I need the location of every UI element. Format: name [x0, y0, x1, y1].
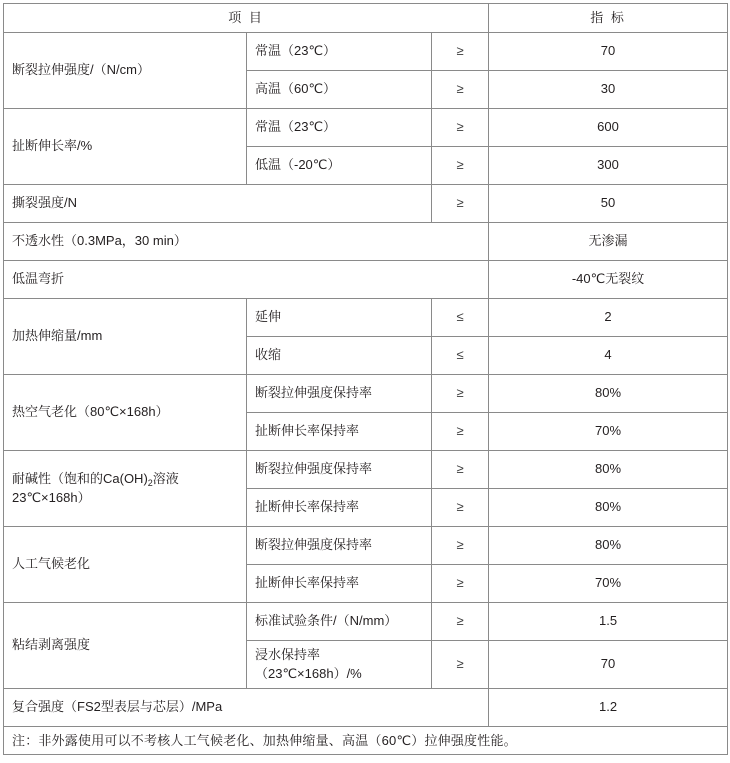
row-item-alkali-resistance: [4, 450, 247, 526]
row-symbol: ≥: [432, 374, 489, 412]
row-symbol: ≥: [432, 526, 489, 564]
row-sub-tensile-retention: 断裂拉伸强度保持率: [247, 374, 432, 412]
row-symbol: ≤: [432, 298, 489, 336]
alkali-subscript: 2: [147, 477, 153, 488]
row-value: 300: [489, 146, 728, 184]
row-value: 1.5: [489, 602, 728, 640]
row-value: 4: [489, 336, 728, 374]
row-value: 30: [489, 70, 728, 108]
row-symbol: ≥: [432, 184, 489, 222]
row-value: 70%: [489, 564, 728, 602]
row-sub-tensile-retention: 断裂拉伸强度保持率: [247, 450, 432, 488]
table-note-row: [4, 726, 728, 755]
row-symbol: ≥: [432, 146, 489, 184]
row-sub-shrinkage: 收缩: [247, 336, 432, 374]
row-value: 1.2: [489, 688, 728, 726]
row-value: 2: [489, 298, 728, 336]
row-sub-low-temp: 低温（-20℃）: [247, 146, 432, 184]
table-row: [4, 374, 728, 412]
row-value: 无渗漏: [489, 222, 728, 260]
table-row: [4, 108, 728, 146]
row-item-tensile-strength: 断裂拉伸强度/（N/cm）: [4, 32, 247, 108]
row-item-peel-strength: 粘结剥离强度: [4, 602, 247, 688]
row-sub-high-temp: 高温（60℃）: [247, 70, 432, 108]
specification-table: [3, 3, 728, 755]
row-sub-elongation-retention: 扯断伸长率保持率: [247, 488, 432, 526]
table-row: [4, 32, 728, 70]
header-item: 项 目: [4, 4, 489, 33]
row-symbol: ≥: [432, 488, 489, 526]
row-sub-extension: 延伸: [247, 298, 432, 336]
row-item-low-temp-bending: 低温弯折: [4, 260, 489, 298]
row-value: 70%: [489, 412, 728, 450]
row-value: 70: [489, 640, 728, 688]
row-item-heat-dimensional-change: 加热伸缩量/mm: [4, 298, 247, 374]
row-symbol: ≤: [432, 336, 489, 374]
row-value: 70: [489, 32, 728, 70]
row-symbol: ≥: [432, 564, 489, 602]
row-item-tear-strength: 撕裂强度/N: [4, 184, 432, 222]
row-symbol: ≥: [432, 108, 489, 146]
row-item-hot-air-aging: 热空气老化（80℃×168h）: [4, 374, 247, 450]
row-value: -40℃无裂纹: [489, 260, 728, 298]
row-symbol: ≥: [432, 412, 489, 450]
row-sub-normal-temp: 常温（23℃）: [247, 108, 432, 146]
row-item-impermeability: 不透水性（0.3MPa，30 min）: [4, 222, 489, 260]
row-value: 80%: [489, 488, 728, 526]
row-sub-standard-condition: 标准试验条件/（N/mm）: [247, 602, 432, 640]
row-value: 80%: [489, 526, 728, 564]
alkali-text-a: 耐碱性（饱和的Ca(OH): [12, 470, 148, 486]
row-symbol: ≥: [432, 602, 489, 640]
table-row: [4, 602, 728, 640]
row-symbol: ≥: [432, 32, 489, 70]
row-item-elongation: 扯断伸长率/%: [4, 108, 247, 184]
row-value: 50: [489, 184, 728, 222]
table-header-row: [4, 4, 728, 33]
table-row: [4, 450, 728, 488]
alkali-text-c: 23℃×168h）: [12, 490, 91, 505]
table-row: [4, 184, 728, 222]
row-value: 600: [489, 108, 728, 146]
row-value: 80%: [489, 450, 728, 488]
row-symbol: ≥: [432, 640, 489, 688]
row-symbol: ≥: [432, 70, 489, 108]
row-item-artificial-weathering: 人工气候老化: [4, 526, 247, 602]
row-value: 80%: [489, 374, 728, 412]
row-sub-tensile-retention: 断裂拉伸强度保持率: [247, 526, 432, 564]
row-symbol: ≥: [432, 450, 489, 488]
table-row: [4, 260, 728, 298]
table-row: [4, 526, 728, 564]
table-row: [4, 688, 728, 726]
header-index: 指 标: [489, 4, 728, 33]
row-sub-elongation-retention: 扯断伸长率保持率: [247, 412, 432, 450]
table-note: 注：非外露使用可以不考核人工气候老化、加热伸缩量、高温（60℃）拉伸强度性能。: [4, 726, 728, 755]
table-row: [4, 222, 728, 260]
row-item-composite-strength: 复合强度（FS2型表层与芯层）/MPa: [4, 688, 489, 726]
table-row: [4, 298, 728, 336]
alkali-text-b: 溶液: [152, 470, 179, 486]
row-sub-normal-temp: 常温（23℃）: [247, 32, 432, 70]
row-sub-elongation-retention: 扯断伸长率保持率: [247, 564, 432, 602]
row-sub-water-immersion-retention: 浸水保持率（23℃×168h）/%: [247, 640, 432, 688]
